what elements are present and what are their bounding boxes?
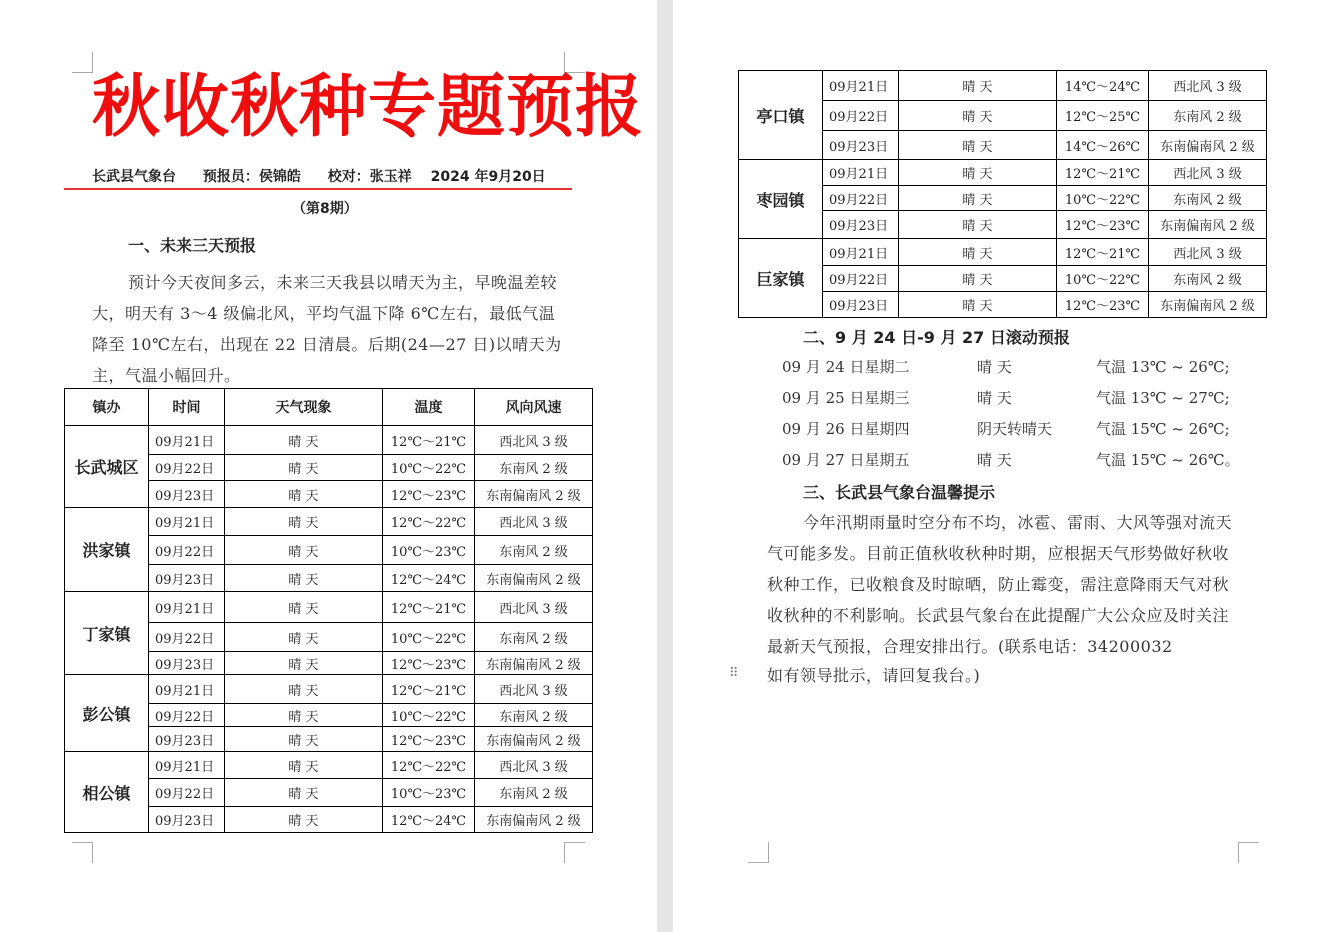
temperature-cell: 10℃～23℃ <box>383 779 475 807</box>
date-cell: 09月21日 <box>149 592 225 623</box>
date-cell: 09月22日 <box>149 623 225 652</box>
forecast-summary: 预计今天夜间多云，未来三天我县以晴天为主，早晚温差较大，明天有 3～4 级偏北风，平均气温下降 6℃左右，最低气温降至 10℃左右，出现在 22 日清晨。后期(24—27 日)以晴天为主，气温小幅回升。 <box>92 273 562 385</box>
temperature-cell: 10℃～22℃ <box>1057 186 1149 211</box>
table-row <box>739 160 1267 186</box>
temperature-cell: 10℃～22℃ <box>383 623 475 652</box>
date-cell: 09月22日 <box>149 455 225 481</box>
temperature-cell: 12℃～21℃ <box>383 675 475 704</box>
issue-date: 2024 年9月20日 <box>430 169 546 185</box>
weather-cell: 晴 天 <box>225 508 383 536</box>
date-cell: 09月23日 <box>149 565 225 592</box>
temperature-cell: 10℃～22℃ <box>383 455 475 481</box>
date-cell: 09月21日 <box>823 71 899 101</box>
date-cell: 09月22日 <box>823 266 899 292</box>
forecast-weather: 阴天转晴天 <box>977 420 1053 438</box>
temperature-cell: 12℃～21℃ <box>383 426 475 455</box>
wind-cell: 西北风 3 级 <box>475 592 593 623</box>
town-name: 丁家镇 <box>65 592 149 675</box>
table-row <box>739 239 1267 266</box>
table-row <box>739 71 1267 101</box>
date-cell: 09月23日 <box>149 807 225 833</box>
forecast-temperature: 气温 15℃ ~ 26℃; <box>1096 420 1230 438</box>
weather-cell: 晴 天 <box>899 239 1057 266</box>
temperature-cell: 14℃～24℃ <box>1057 71 1149 101</box>
temperature-cell: 12℃～21℃ <box>1057 239 1149 266</box>
table-row <box>65 675 593 704</box>
town-name: 枣园镇 <box>739 160 823 239</box>
town-name: 亭口镇 <box>739 71 823 160</box>
date-cell: 09月22日 <box>823 186 899 211</box>
section-heading-1: 一、未来三天预报 <box>128 236 257 255</box>
date-cell: 09月22日 <box>149 779 225 807</box>
section-heading-2: 二、9 月 24 日-9 月 27 日滚动预报 <box>803 328 1070 347</box>
wind-cell: 东南风 2 级 <box>1149 186 1267 211</box>
wind-cell: 西北风 3 级 <box>1149 71 1267 101</box>
temperature-cell: 12℃～22℃ <box>383 752 475 779</box>
margin-corner-mark <box>72 52 93 73</box>
weather-cell: 晴 天 <box>225 727 383 752</box>
column-header: 镇办 <box>65 389 149 426</box>
temperature-cell: 12℃～22℃ <box>383 508 475 536</box>
weather-cell: 晴 天 <box>225 565 383 592</box>
weather-cell: 晴 天 <box>225 704 383 727</box>
forecast-table-continued <box>738 70 1267 318</box>
document-page-1 <box>0 0 657 932</box>
date-cell: 09月23日 <box>823 292 899 318</box>
date-cell: 09月21日 <box>823 160 899 186</box>
wind-cell: 东南偏南风 2 级 <box>1149 292 1267 318</box>
wind-cell: 东南风 2 级 <box>475 623 593 652</box>
forecast-day: 09 月 25 日星期三 <box>782 389 910 407</box>
weather-cell: 晴 天 <box>225 623 383 652</box>
date-cell: 09月23日 <box>149 652 225 675</box>
margin-corner-mark <box>564 842 585 863</box>
contact-note: 如有领导批示，请回复我台。) <box>767 666 981 685</box>
column-header: 天气现象 <box>225 389 383 426</box>
temperature-cell: 12℃～23℃ <box>383 481 475 508</box>
weather-cell: 晴 天 <box>225 426 383 455</box>
wind-cell: 东南风 2 级 <box>475 455 593 481</box>
weather-cell: 晴 天 <box>899 292 1057 318</box>
weather-cell: 晴 天 <box>225 752 383 779</box>
forecaster: 预报员：侯锦皓 <box>202 169 301 185</box>
temperature-cell: 10℃～22℃ <box>383 704 475 727</box>
weather-cell: 晴 天 <box>225 455 383 481</box>
wind-cell: 东南风 2 级 <box>1149 266 1267 292</box>
weather-cell: 晴 天 <box>899 186 1057 211</box>
forecast-day: 09 月 27 日星期五 <box>782 451 910 469</box>
forecast-weather: 晴 天 <box>977 451 1012 469</box>
forecast-table <box>64 388 593 833</box>
wind-cell: 东南偏南风 2 级 <box>1149 131 1267 160</box>
temperature-cell: 10℃～22℃ <box>1057 266 1149 292</box>
temperature-cell: 12℃～23℃ <box>383 652 475 675</box>
wind-cell: 东南风 2 级 <box>475 704 593 727</box>
wind-cell: 东南偏南风 2 级 <box>475 481 593 508</box>
table-row <box>65 592 593 623</box>
temperature-cell: 12℃～25℃ <box>1057 101 1149 131</box>
date-cell: 09月21日 <box>823 239 899 266</box>
wind-cell: 东南风 2 级 <box>475 536 593 565</box>
wind-cell: 西北风 3 级 <box>475 752 593 779</box>
date-cell: 09月22日 <box>149 536 225 565</box>
weather-cell: 晴 天 <box>225 675 383 704</box>
weather-cell: 晴 天 <box>899 160 1057 186</box>
date-cell: 09月23日 <box>823 211 899 239</box>
temperature-cell: 12℃～21℃ <box>383 592 475 623</box>
forecast-weather: 晴 天 <box>977 358 1012 376</box>
forecast-temperature: 气温 15℃ ~ 26℃。 <box>1096 451 1240 469</box>
town-name: 巨家镇 <box>739 239 823 318</box>
wind-cell: 西北风 3 级 <box>1149 239 1267 266</box>
margin-corner-mark <box>1238 842 1259 863</box>
temperature-cell: 12℃～24℃ <box>383 565 475 592</box>
table-header-row <box>65 389 593 426</box>
forecast-day: 09 月 24 日星期二 <box>782 358 910 376</box>
document-title: 秋收秋种专题预报 <box>92 68 645 147</box>
wind-cell: 东南偏南风 2 级 <box>475 652 593 675</box>
weather-cell: 晴 天 <box>899 131 1057 160</box>
proofreader: 校对：张玉祥 <box>327 169 412 185</box>
temperature-cell: 12℃～23℃ <box>1057 211 1149 239</box>
issue-number: （第8期） <box>292 201 358 217</box>
table-row <box>65 426 593 455</box>
weather-cell: 晴 天 <box>225 652 383 675</box>
date-cell: 09月21日 <box>149 426 225 455</box>
weather-cell: 晴 天 <box>225 536 383 565</box>
temperature-cell: 12℃～21℃ <box>1057 160 1149 186</box>
section-heading-3: 三、长武县气象台温馨提示 <box>803 483 996 502</box>
weather-cell: 晴 天 <box>225 807 383 833</box>
column-header: 风向风速 <box>475 389 593 426</box>
date-cell: 09月23日 <box>149 727 225 752</box>
station-name: 长武县气象台 <box>92 169 176 185</box>
wind-cell: 东南风 2 级 <box>1149 101 1267 131</box>
date-cell: 09月21日 <box>149 675 225 704</box>
weather-cell: 晴 天 <box>899 266 1057 292</box>
wind-cell: 西北风 3 级 <box>475 508 593 536</box>
column-header: 温度 <box>383 389 475 426</box>
weather-tips: 今年汛期雨量时空分布不均，冰雹、雷雨、大风等强对流天气可能多发。目前正值秋收秋种时期，应根据天气形势做好秋收秋种工作，已收粮食及时晾晒，防止霉变，需注意降雨天气对秋收秋种的不利影响。长武县气象台在此提醒广大公众应及时关注最新天气预报，合理安排出行。(联系电话：34200032 <box>767 513 1233 656</box>
wind-cell: 西北风 3 级 <box>475 426 593 455</box>
weather-cell: 晴 天 <box>899 211 1057 239</box>
table-row <box>65 752 593 779</box>
column-header: 时间 <box>149 389 225 426</box>
town-name: 长武城区 <box>65 426 149 508</box>
date-cell: 09月22日 <box>823 101 899 131</box>
date-cell: 09月23日 <box>149 481 225 508</box>
temperature-cell: 12℃～24℃ <box>383 807 475 833</box>
temperature-cell: 10℃～23℃ <box>383 536 475 565</box>
header-divider <box>64 188 572 190</box>
wind-cell: 西北风 3 级 <box>1149 160 1267 186</box>
date-cell: 09月22日 <box>149 704 225 727</box>
forecast-temperature: 气温 13℃ ~ 27℃; <box>1096 389 1230 407</box>
town-name: 相公镇 <box>65 752 149 833</box>
temperature-cell: 12℃～23℃ <box>1057 292 1149 318</box>
table-row <box>65 508 593 536</box>
wind-cell: 东南偏南风 2 级 <box>475 565 593 592</box>
forecast-weather: 晴 天 <box>977 389 1012 407</box>
weather-cell: 晴 天 <box>225 592 383 623</box>
date-cell: 09月21日 <box>149 508 225 536</box>
town-name: 洪家镇 <box>65 508 149 592</box>
wind-cell: 西北风 3 级 <box>475 675 593 704</box>
temperature-cell: 12℃～23℃ <box>383 727 475 752</box>
forecast-day: 09 月 26 日星期四 <box>782 420 910 438</box>
weather-cell: 晴 天 <box>899 101 1057 131</box>
margin-corner-mark <box>748 842 769 863</box>
weather-cell: 晴 天 <box>225 779 383 807</box>
drag-handle-icon[interactable]: ⠿ <box>729 666 739 681</box>
date-cell: 09月23日 <box>823 131 899 160</box>
town-name: 彭公镇 <box>65 675 149 752</box>
margin-corner-mark <box>72 842 93 863</box>
forecast-temperature: 气温 13℃ ~ 26℃; <box>1096 358 1230 376</box>
date-cell: 09月21日 <box>149 752 225 779</box>
wind-cell: 东南风 2 级 <box>475 779 593 807</box>
weather-cell: 晴 天 <box>899 71 1057 101</box>
wind-cell: 东南偏南风 2 级 <box>475 807 593 833</box>
wind-cell: 东南偏南风 2 级 <box>475 727 593 752</box>
weather-cell: 晴 天 <box>225 481 383 508</box>
temperature-cell: 14℃～26℃ <box>1057 131 1149 160</box>
byline <box>92 166 568 186</box>
wind-cell: 东南偏南风 2 级 <box>1149 211 1267 239</box>
